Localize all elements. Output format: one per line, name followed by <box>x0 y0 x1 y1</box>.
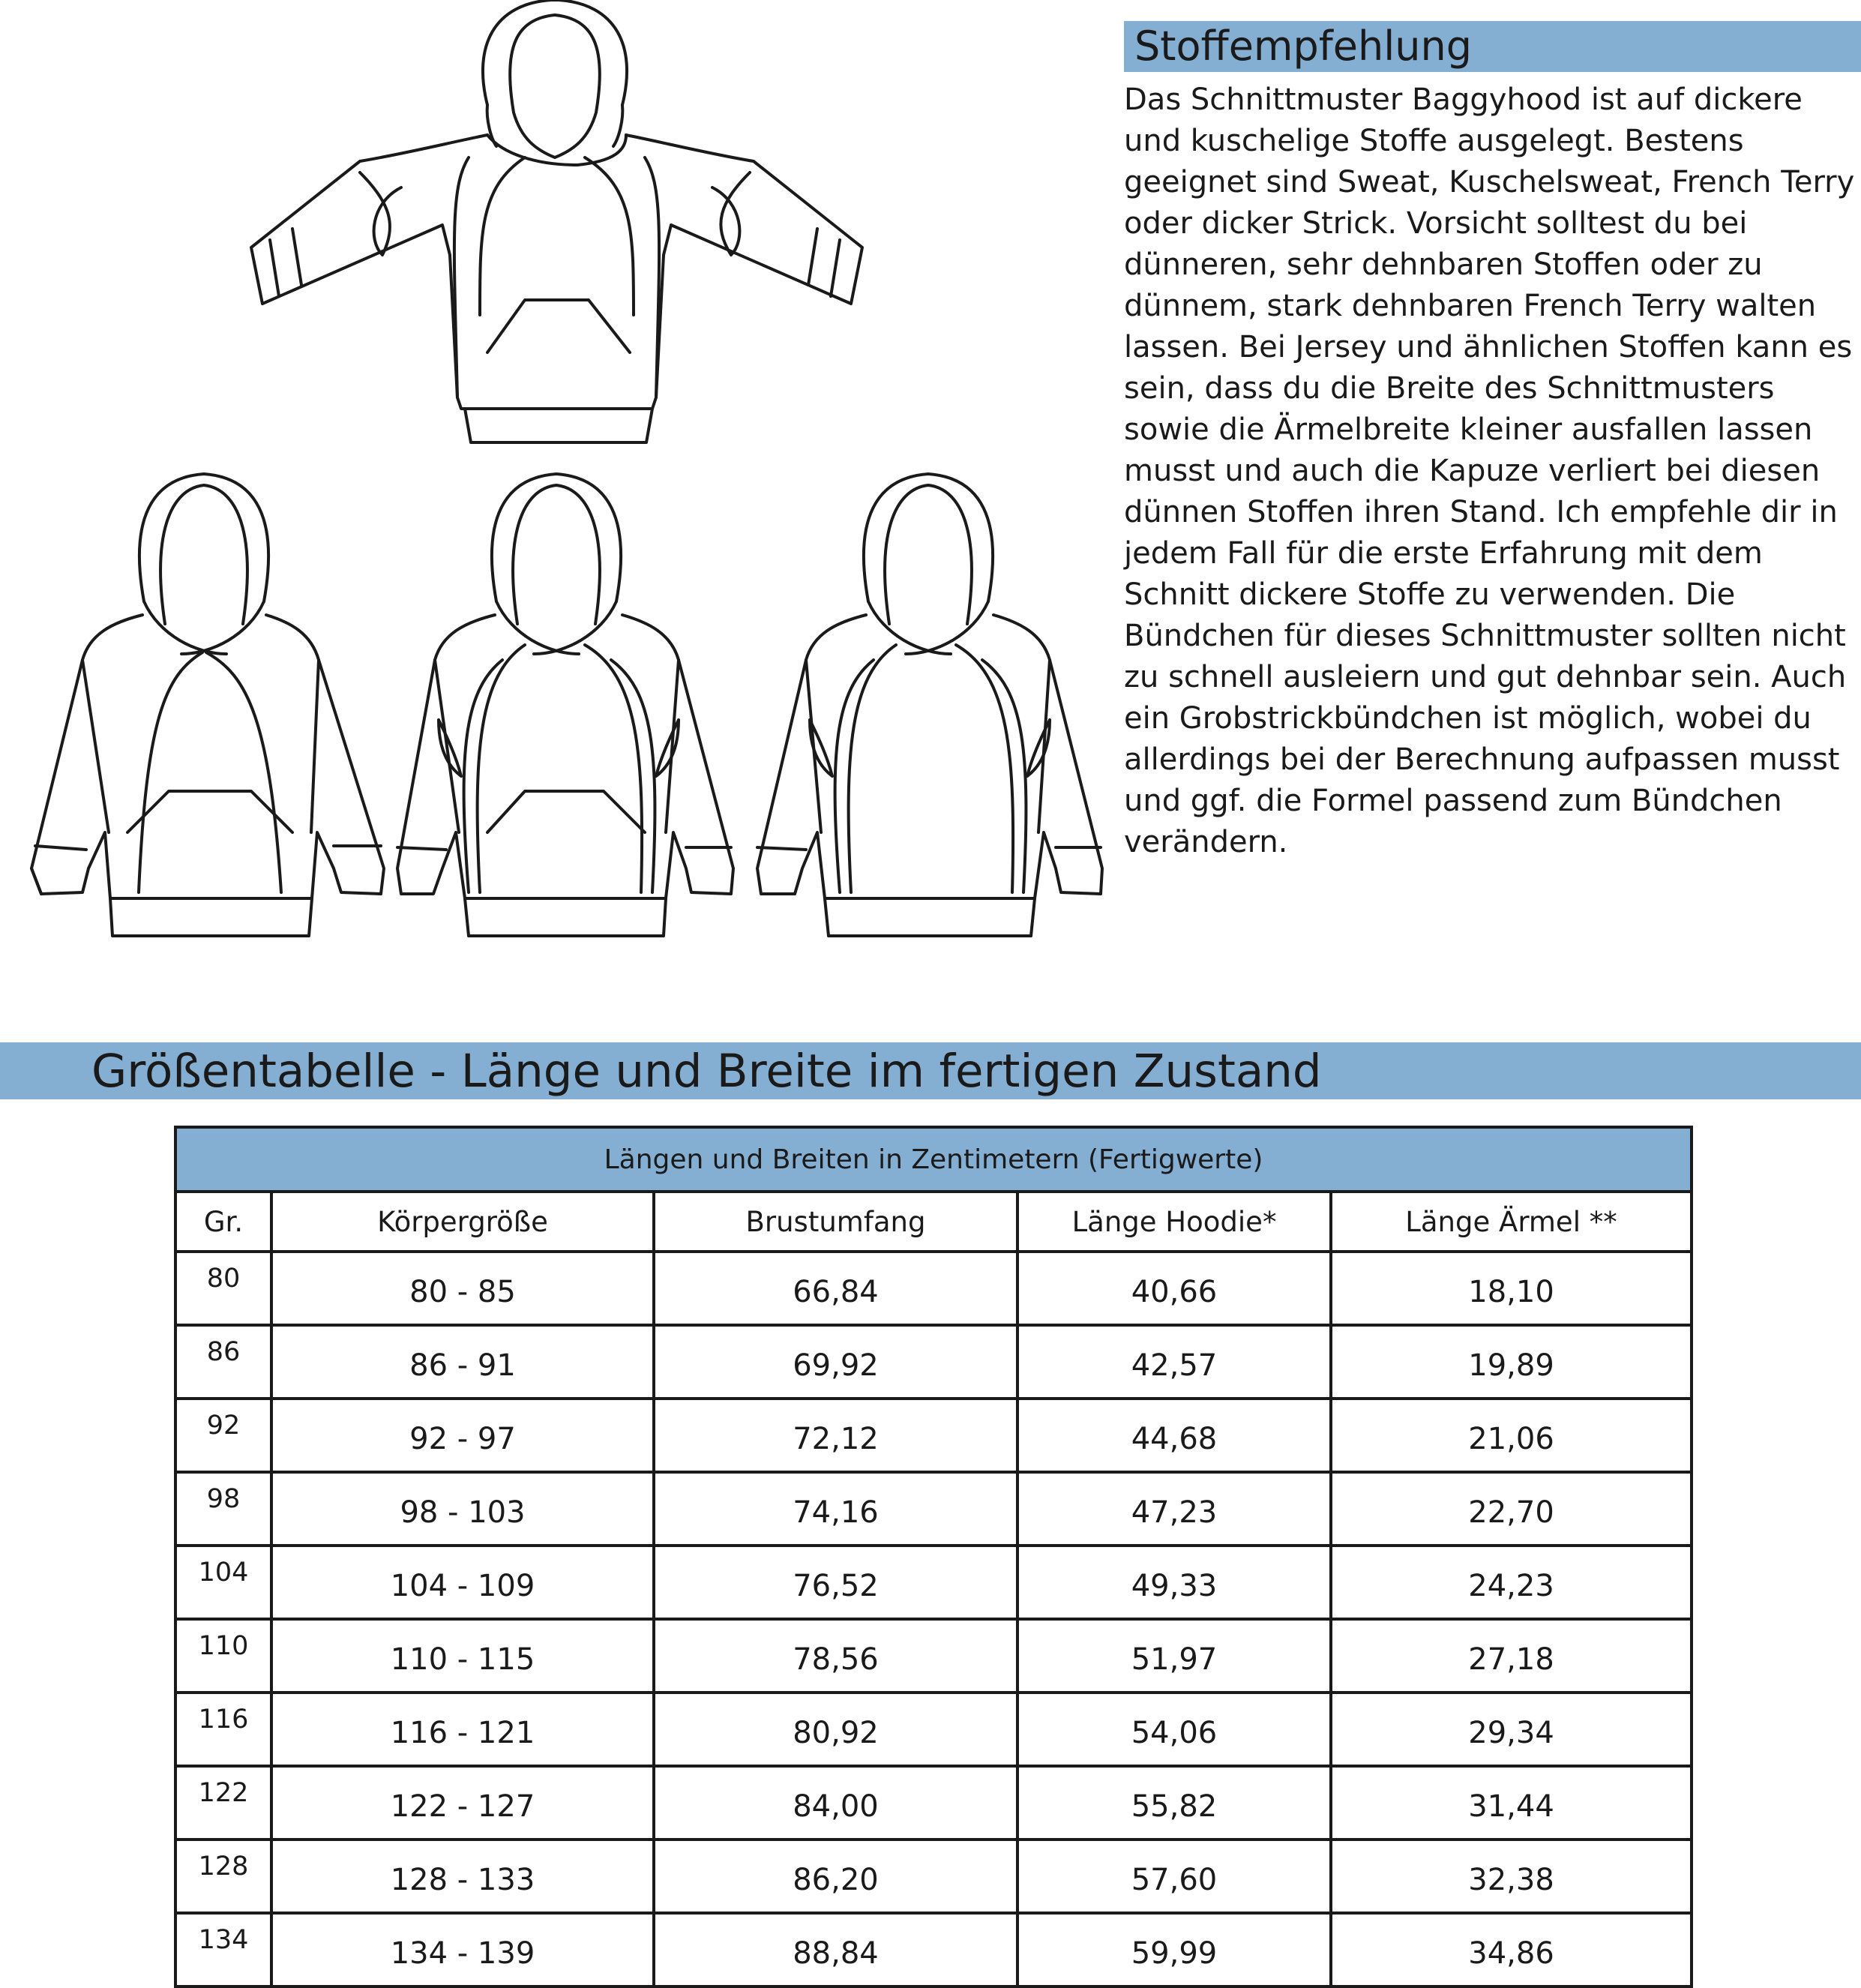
value-cell: 122 - 127 <box>271 1766 654 1840</box>
value-cell: 32,38 <box>1331 1840 1692 1913</box>
value-cell: 19,89 <box>1331 1325 1692 1399</box>
hoodie-illustrations <box>0 0 1110 967</box>
value-cell: 57,60 <box>1017 1840 1331 1913</box>
value-cell: 66,84 <box>654 1252 1017 1325</box>
value-cell: 29,34 <box>1331 1693 1692 1766</box>
table-row <box>175 1472 1692 1546</box>
size-cell: 134 <box>175 1913 271 1987</box>
hoodie-illustration-middle <box>397 474 733 936</box>
value-cell: 88,84 <box>654 1913 1017 1987</box>
value-cell: 134 - 139 <box>271 1913 654 1987</box>
value-cell: 74,16 <box>654 1472 1017 1546</box>
table-row <box>175 1840 1692 1913</box>
value-cell: 80 - 85 <box>271 1252 654 1325</box>
value-cell: 69,92 <box>654 1325 1017 1399</box>
value-cell: 27,18 <box>1331 1619 1692 1693</box>
value-cell: 54,06 <box>1017 1693 1331 1766</box>
table-row <box>175 1766 1692 1840</box>
fabric-recommendation-section <box>1124 21 1861 863</box>
value-cell: 44,68 <box>1017 1399 1331 1472</box>
table-row <box>175 1325 1692 1399</box>
size-table-container <box>174 1126 1617 1988</box>
value-cell: 51,97 <box>1017 1619 1331 1693</box>
value-cell: 47,23 <box>1017 1472 1331 1546</box>
value-cell: 86,20 <box>654 1840 1017 1913</box>
value-cell: 55,82 <box>1017 1766 1331 1840</box>
table-row <box>175 1619 1692 1693</box>
table-row <box>175 1693 1692 1766</box>
size-table-header-row <box>175 1192 1692 1252</box>
size-cell: 86 <box>175 1325 271 1399</box>
hoodie-illustration-right <box>757 474 1102 936</box>
size-cell: 116 <box>175 1693 271 1766</box>
column-header-sleeve-length: Länge Ärmel ** <box>1331 1192 1692 1252</box>
column-header-chest: Brustumfang <box>654 1192 1017 1252</box>
size-table <box>174 1126 1693 1988</box>
value-cell: 76,52 <box>654 1546 1017 1619</box>
value-cell: 84,00 <box>654 1766 1017 1840</box>
size-cell: 92 <box>175 1399 271 1472</box>
value-cell: 22,70 <box>1331 1472 1692 1546</box>
value-cell: 59,99 <box>1017 1913 1331 1987</box>
table-row <box>175 1546 1692 1619</box>
value-cell: 86 - 91 <box>271 1325 654 1399</box>
size-table-title: Größentabelle - Länge und Breite im fertigen Zustand <box>0 1042 1861 1099</box>
size-cell: 98 <box>175 1472 271 1546</box>
value-cell: 98 - 103 <box>271 1472 654 1546</box>
column-header-size: Gr. <box>175 1192 271 1252</box>
size-table-body <box>175 1252 1692 1987</box>
size-cell: 122 <box>175 1766 271 1840</box>
value-cell: 49,33 <box>1017 1546 1331 1619</box>
size-cell: 80 <box>175 1252 271 1325</box>
value-cell: 92 - 97 <box>271 1399 654 1472</box>
fabric-recommendation-title: Stoffempfehlung <box>1124 21 1861 72</box>
hoodie-illustration-main <box>251 0 862 442</box>
value-cell: 116 - 121 <box>271 1693 654 1766</box>
value-cell: 42,57 <box>1017 1325 1331 1399</box>
value-cell: 18,10 <box>1331 1252 1692 1325</box>
value-cell: 80,92 <box>654 1693 1017 1766</box>
value-cell: 78,56 <box>654 1619 1017 1693</box>
table-row <box>175 1252 1692 1325</box>
value-cell: 24,23 <box>1331 1546 1692 1619</box>
value-cell: 40,66 <box>1017 1252 1331 1325</box>
size-cell: 110 <box>175 1619 271 1693</box>
column-header-hoodie-length: Länge Hoodie* <box>1017 1192 1331 1252</box>
value-cell: 72,12 <box>654 1399 1017 1472</box>
size-cell: 128 <box>175 1840 271 1913</box>
value-cell: 31,44 <box>1331 1766 1692 1840</box>
value-cell: 104 - 109 <box>271 1546 654 1619</box>
size-cell: 104 <box>175 1546 271 1619</box>
value-cell: 110 - 115 <box>271 1619 654 1693</box>
value-cell: 34,86 <box>1331 1913 1692 1987</box>
column-header-body-height: Körpergröße <box>271 1192 654 1252</box>
size-table-caption: Längen und Breiten in Zentimetern (Fertigwerte) <box>175 1127 1692 1192</box>
value-cell: 21,06 <box>1331 1399 1692 1472</box>
table-row <box>175 1913 1692 1987</box>
fabric-recommendation-text: Das Schnittmuster Baggyhood ist auf dickere und kuschelige Stoffe ausgelegt. Bestens geeignet sind Sweat, Kuschelsweat, French Terry oder dicker Strick. Vorsicht solltest du bei dünneren, sehr dehnbaren Stoffen oder zu dünnem, stark dehnbaren French Terry walten lassen. Bei Jersey und ähnlichen Stoffen kann es sein, dass du die Breite des Schnittmusters sowie die Ärmelbreite kleiner ausfallen lassen musst und auch die Kapuze verliert bei diesen dünnen Stoffen ihren Stand. Ich empfehle dir in jedem Fall für die erste Erfahrung mit dem Schnitt dickere Stoffe zu verwenden. Die Bündchen für dieses Schnittmuster sollten nicht zu schnell ausleiern und gut dehnbar sein. Auch ein Grobstrickbündchen ist möglich, wobei du allerdings bei der Berechnung aufpassen musst und ggf. die Formel passend zum Bündchen verändern. <box>1124 82 1855 859</box>
hoodie-illustration-left <box>31 474 384 936</box>
value-cell: 128 - 133 <box>271 1840 654 1913</box>
table-row <box>175 1399 1692 1472</box>
